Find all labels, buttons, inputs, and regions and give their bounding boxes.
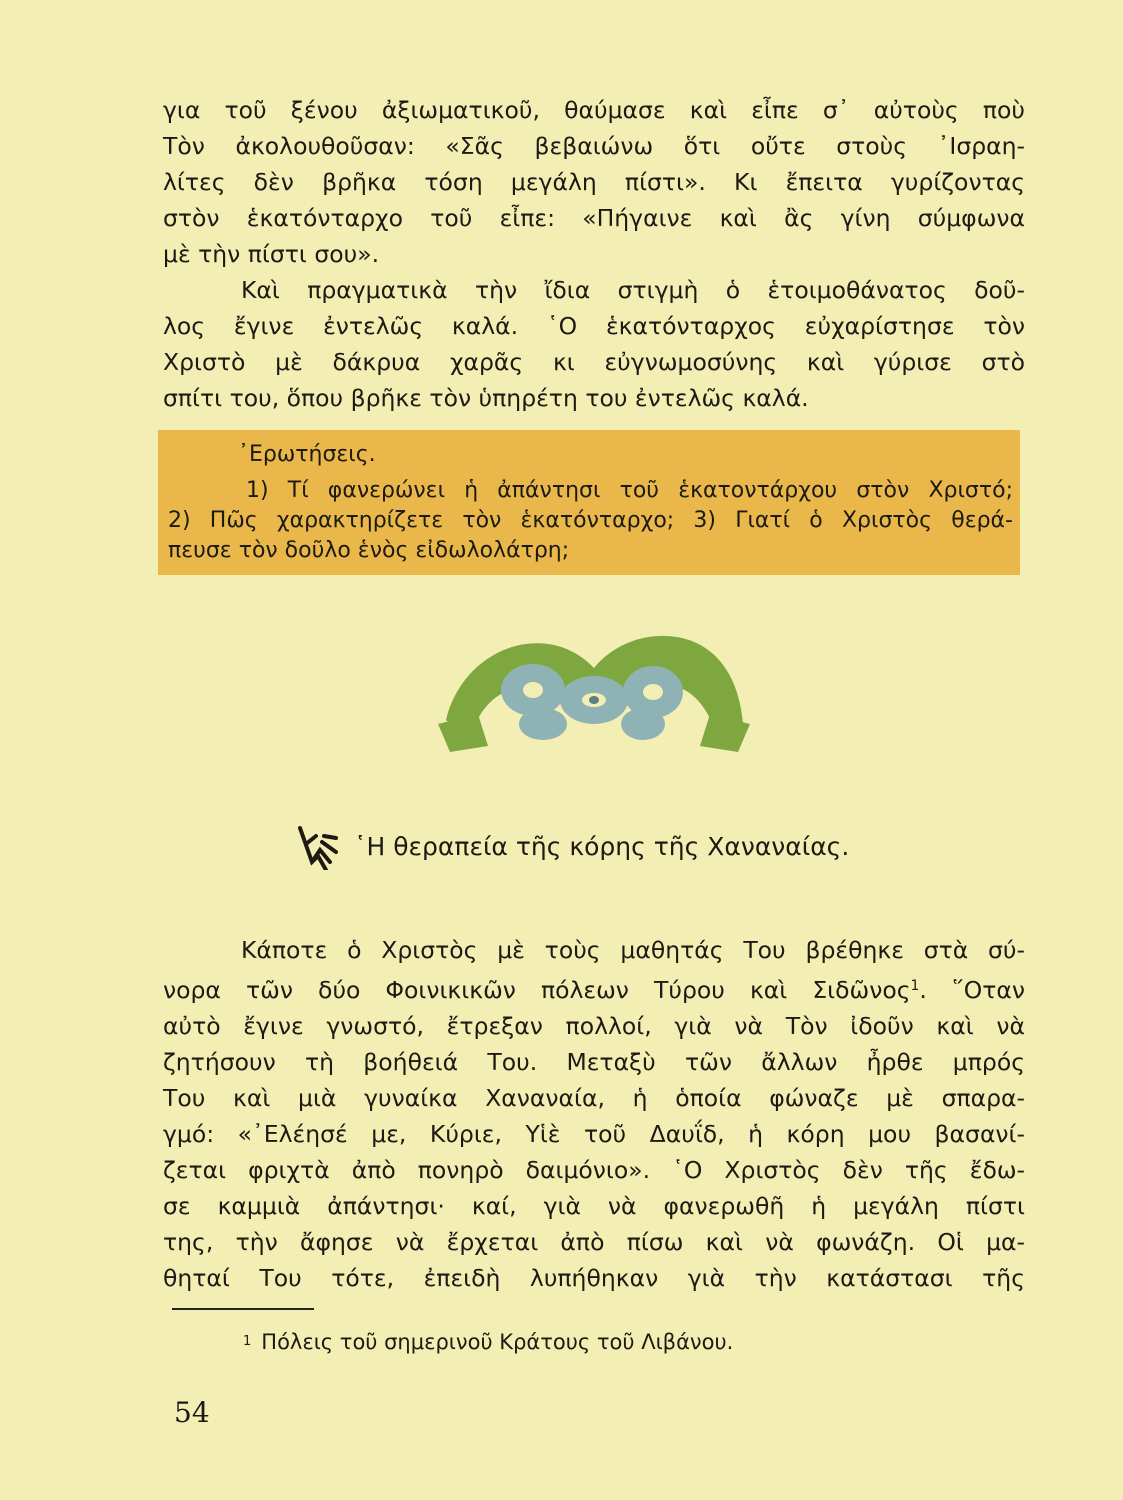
text-line: ζητήσουν τὴ βοήθειά Του. Μεταξὺ τῶν ἄλλων ἦρθε μπρός — [163, 1048, 1025, 1076]
text-line — [163, 968, 1025, 1008]
question-line: 2) Πῶς χαρακτηρίζετε τὸν ἑκατόνταρχο; 3) Γιατί ὁ Χριστὸς θερά- — [168, 508, 1013, 533]
text-line: Τὸν ἀκολουθοῦσαν: «Σᾶς βεβαιώνω ὅτι οὔτε στοὺς ᾽Ισραη- — [163, 132, 1025, 160]
section-title: ῾Η θεραπεία τῆς κόρης τῆς Χαναναίας. — [354, 831, 850, 861]
text-line: Του καὶ μιὰ γυναίκα Χαναναία, ἡ ὁποία φώναζε μὲ σπαρα- — [163, 1084, 1025, 1112]
text-line: λίτες δὲν βρῆκα τόση μεγάλη πίστι». Κι ἔπειτα γυρίζοντας — [163, 168, 1025, 196]
text-line: Χριστὸ μὲ δάκρυα χαρᾶς κι εὐγνωμοσύνης καὶ γύρισε στὸ — [163, 348, 1025, 376]
questions-body — [168, 476, 1013, 566]
text-line: αὐτὸ ἔγινε γνωστό, ἔτρεξαν πολλοί, γιὰ νὰ Τὸν ἰδοῦν καὶ νὰ — [163, 1012, 1025, 1040]
text-line: ζεται φριχτὰ ἀπὸ πονηρὸ δαιμόνιο». ῾Ο Χριστὸς δὲν τῆς ἔδω- — [163, 1156, 1025, 1184]
section-mark-icon — [296, 822, 344, 870]
text-line: στὸν ἑκατόνταρχο τοῦ εἶπε: «Πήγαινε καὶ ἂς γίνη σύμφωνα — [163, 204, 1025, 232]
questions-title: ᾽Ερωτήσεις. — [238, 442, 376, 467]
question-line: πευσε τὸν δοῦλο ἑνὸς εἰδωλολάτρη; — [168, 538, 570, 563]
text-line: για τοῦ ξένου ἀξιωματικοῦ, θαύμασε καὶ εἶπε σ᾽ αὐτοὺς ποὺ — [163, 96, 1025, 124]
text-line: σπίτι του, ὅπου βρῆκε τὸν ὑπηρέτη του ἐντελῶς καλά. — [163, 384, 809, 412]
footnote-marker: 1 — [910, 978, 920, 994]
page-number: 54 — [174, 1396, 210, 1429]
footnote-divider — [172, 1308, 314, 1310]
question-line: 1) Τί φανερώνει ἡ ἀπάντησι τοῦ ἑκατοντάρχου στὸν Χριστό; — [246, 478, 1013, 503]
text-line: θηταί Του τότε, ἐπειδὴ λυπήθηκαν γιὰ τὴν κατάστασι τῆς — [163, 1264, 1025, 1292]
paragraph-1 — [163, 92, 1025, 272]
text-line: λος ἔγινε ἐντελῶς καλά. ῾Ο ἑκατόνταρχος εὐχαρίστησε τὸν — [163, 312, 1025, 340]
paragraph-2 — [163, 272, 1025, 416]
footnote-text: Πόλεις τοῦ σημερινοῦ Κράτους τοῦ Λιβάνου. — [261, 1330, 734, 1354]
floral-ornament-icon — [438, 628, 750, 752]
text-line: της, τὴν ἄφησε νὰ ἔρχεται ἀπὸ πίσω καὶ νὰ φωνάζη. Οἱ μα- — [163, 1228, 1025, 1256]
paragraph-3 — [163, 932, 1025, 1296]
footnote — [243, 1330, 733, 1354]
section-heading — [296, 822, 849, 870]
text-segment: νορα τῶν δύο Φοινικικῶν πόλεων Τύρου καὶ Σιδῶνος — [163, 976, 911, 1004]
text-line: σε καμμιὰ ἀπάντησι· καί, γιὰ νὰ φανερωθῆ ἡ μεγάλη πίστι — [163, 1192, 1025, 1220]
text-line: μὲ τὴν πίστι σου». — [163, 240, 380, 268]
footnote-number: 1 — [243, 1334, 252, 1349]
text-segment: . ῞Οταν — [919, 976, 1026, 1004]
text-line: Καὶ πραγματικὰ τὴν ἴδια στιγμὴ ὁ ἑτοιμοθάνατος δοῦ- — [241, 276, 1025, 304]
text-line: Κάποτε ὁ Χριστὸς μὲ τοὺς μαθητάς Του βρέθηκε στὰ σύ- — [241, 936, 1025, 964]
text-line: γμό: «᾽Ελέησέ με, Κύριε, Υἱὲ τοῦ Δαυΐδ, ἡ κόρη μου βασανί- — [163, 1120, 1025, 1148]
questions-box — [158, 430, 1020, 575]
